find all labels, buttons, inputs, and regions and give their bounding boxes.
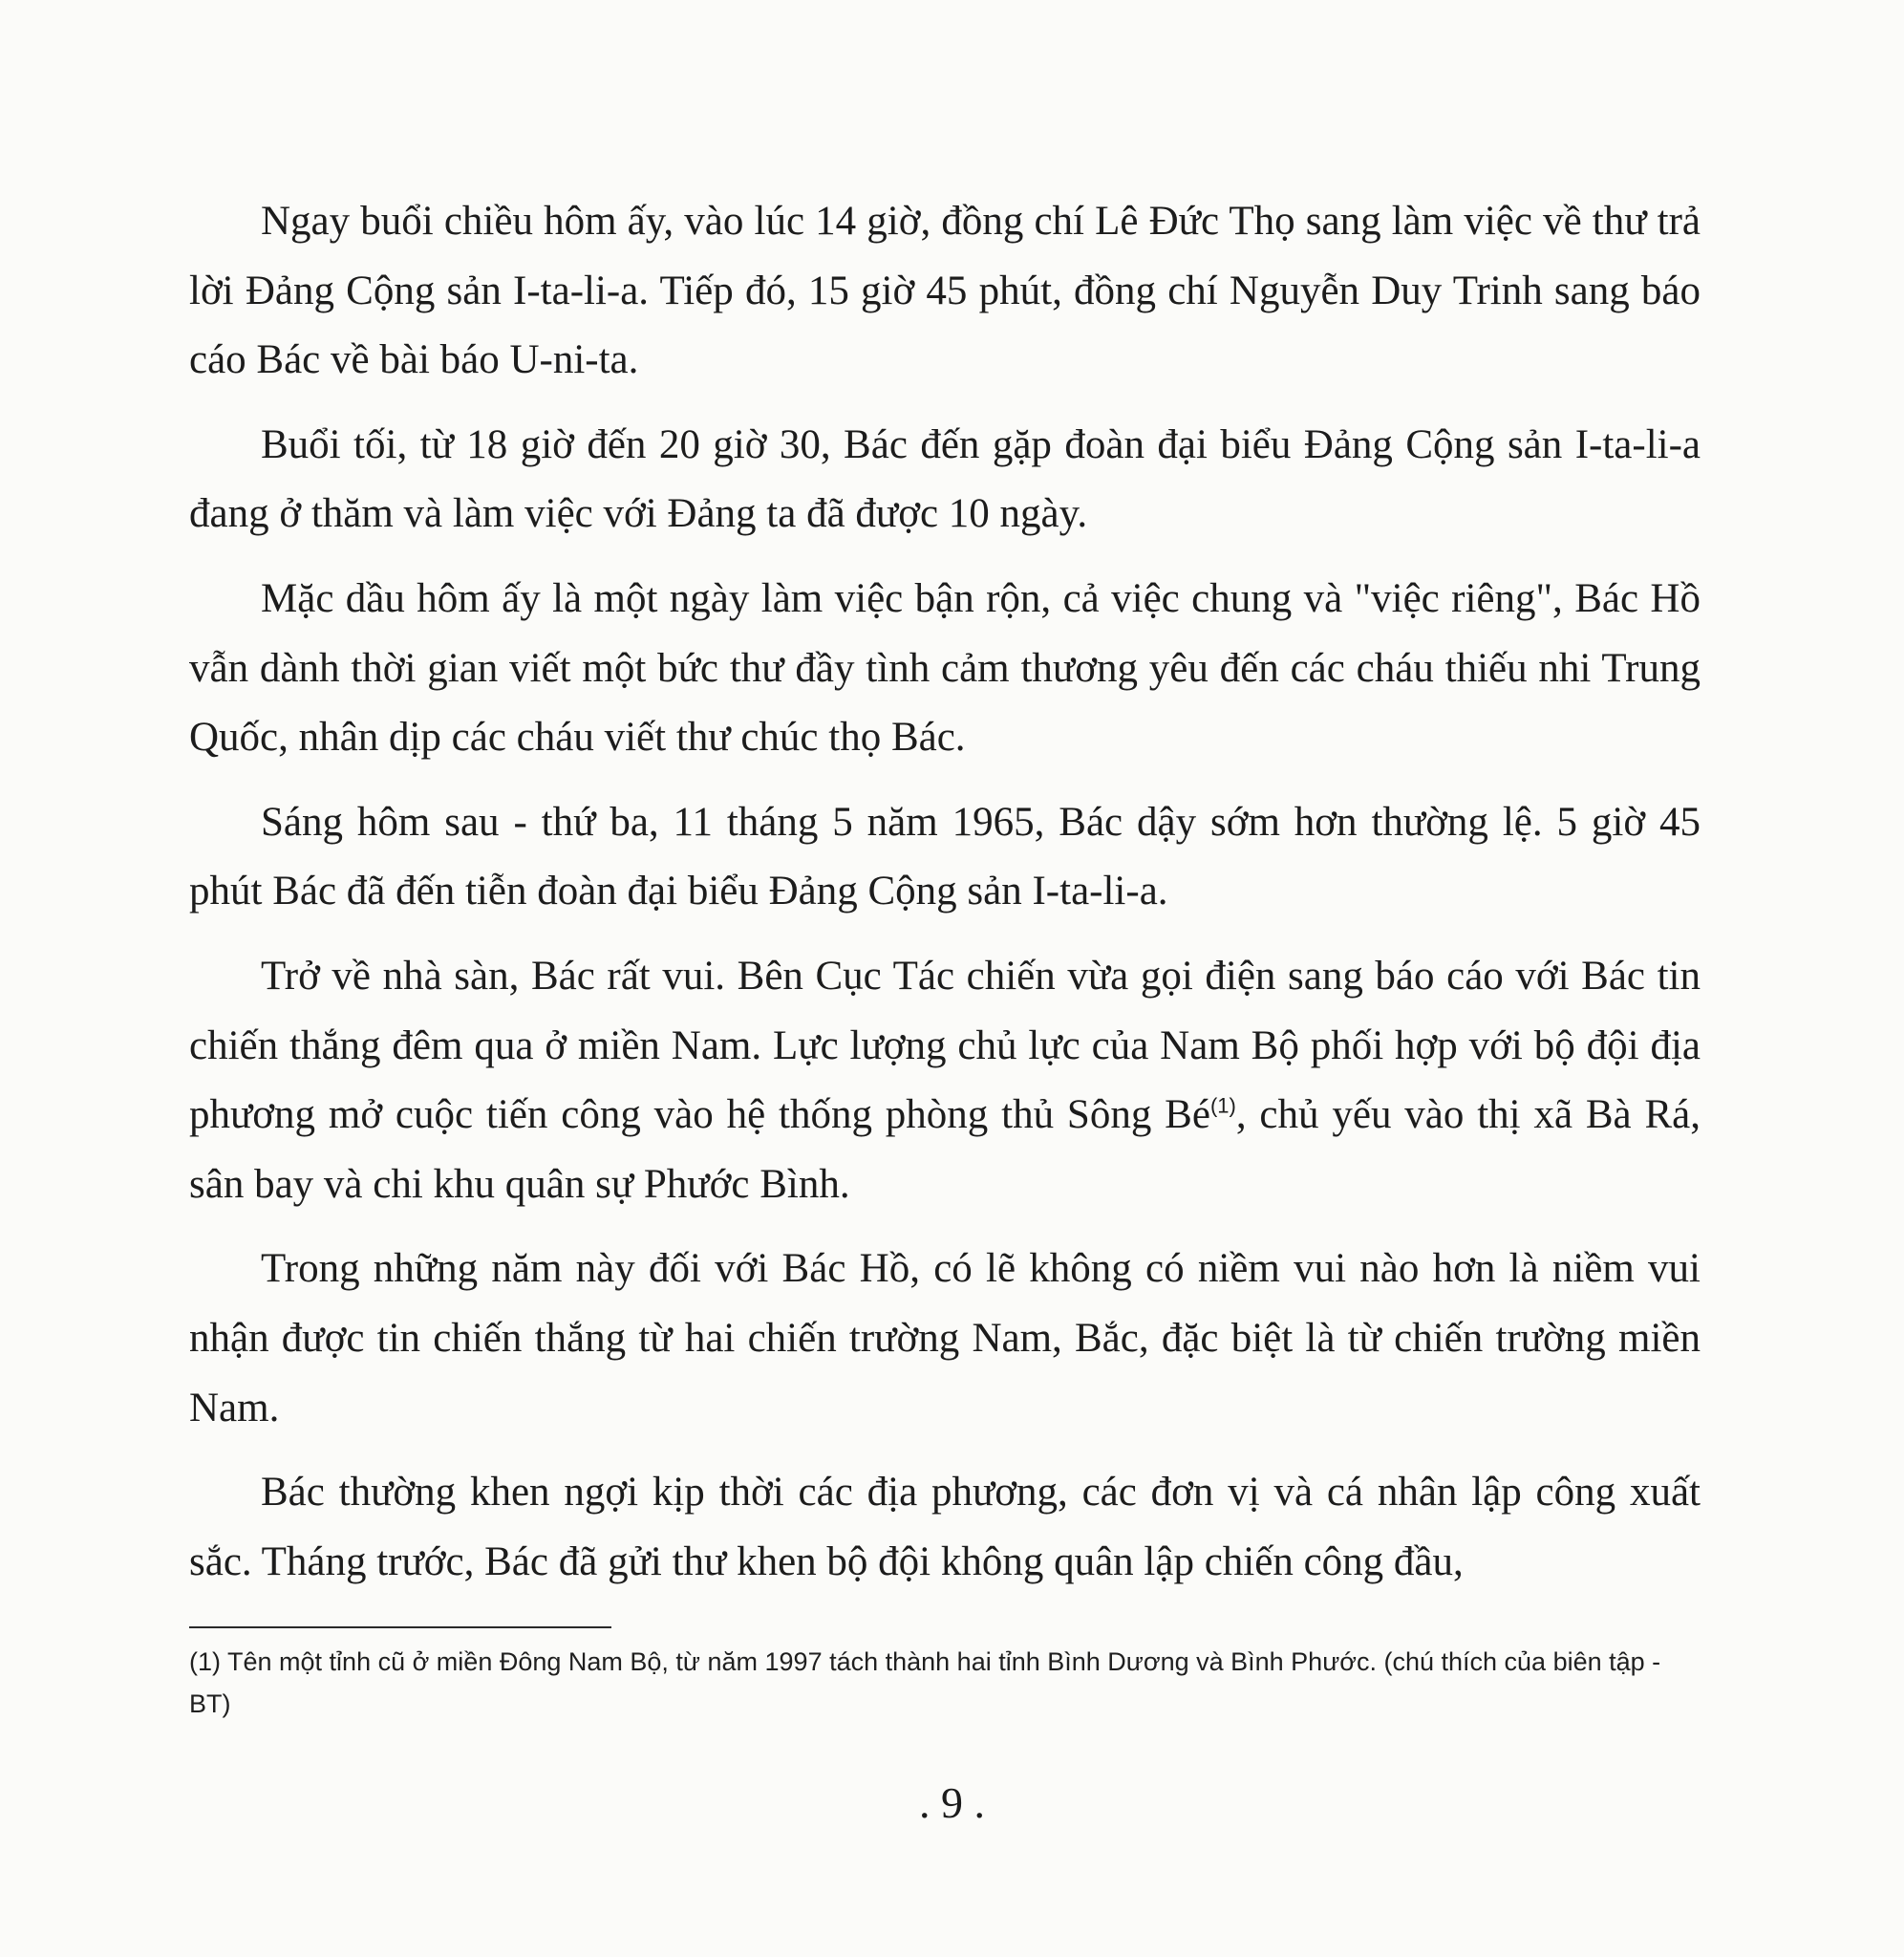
footnote-reference: (1)	[1209, 1093, 1236, 1118]
footnote-divider	[189, 1626, 611, 1628]
body-text	[189, 187, 1701, 1612]
paragraph-6: Trong những năm này đối với Bác Hồ, có lẽ không có niềm vui nào hơn là niềm vui nhận được tin chiến thắng từ hai chiến trường Nam, Bắc, đặc biệt là từ chiến trường miền Nam.	[189, 1246, 1701, 1430]
footnote-text: (1) Tên một tỉnh cũ ở miền Đông Nam Bộ, từ năm 1997 tách thành hai tỉnh Bình Dương và Bình Phước. (chú thích của biên tập - BT)	[189, 1647, 1661, 1718]
page-number: . 9 .	[919, 1778, 985, 1827]
paragraph-5-after-ref: , chủ yếu vào thị xã Bà Rá, sân bay và chi khu quân sự Phước Bình.	[189, 1092, 1701, 1207]
paragraph-5-before-ref: Trở về nhà sàn, Bác rất vui. Bên Cục Tác chiến vừa gọi điện sang báo cáo với Bác tin chiến thắng đêm qua ở miền Nam. Lực lượng chủ lực của Nam Bộ phối hợp với bộ đội địa phương mở cuộc tiến công vào hệ thống phòng thủ Sông Bé	[189, 953, 1701, 1138]
paragraph-2: Buổi tối, từ 18 giờ đến 20 giờ 30, Bác đến gặp đoàn đại biểu Đảng Cộng sản I-ta-li-a đang ở thăm và làm việc với Đảng ta đã được 10 ngày.	[189, 421, 1701, 537]
paragraph-4: Sáng hôm sau - thứ ba, 11 tháng 5 năm 1965, Bác dậy sớm hơn thường lệ. 5 giờ 45 phút Bác đã đến tiễn đoàn đại biểu Đảng Cộng sản I-ta-li-a.	[189, 799, 1701, 914]
paragraph-5	[189, 942, 1701, 1219]
paragraph-3: Mặc dầu hôm ấy là một ngày làm việc bận rộn, cả việc chung và "việc riêng", Bác Hồ vẫn dành thời gian viết một bức thư đầy tình cảm thương yêu đến các cháu thiếu nhi Trung Quốc, nhân dịp các cháu viết thư chúc thọ Bác.	[189, 575, 1701, 761]
paragraph-7: Bác thường khen ngợi kịp thời các địa phương, các đơn vị và cá nhân lập công xuất sắc. Tháng trước, Bác đã gửi thư khen bộ đội không quân lập chiến công đầu,	[189, 1470, 1701, 1584]
paragraph-1: Ngay buổi chiều hôm ấy, vào lúc 14 giờ, đồng chí Lê Đức Thọ sang làm việc về thư trả lời Đảng Cộng sản I-ta-li-a. Tiếp đó, 15 giờ 45 phút, đồng chí Nguyễn Duy Trinh sang báo cáo Bác về bài báo U-ni-ta.	[189, 199, 1701, 383]
